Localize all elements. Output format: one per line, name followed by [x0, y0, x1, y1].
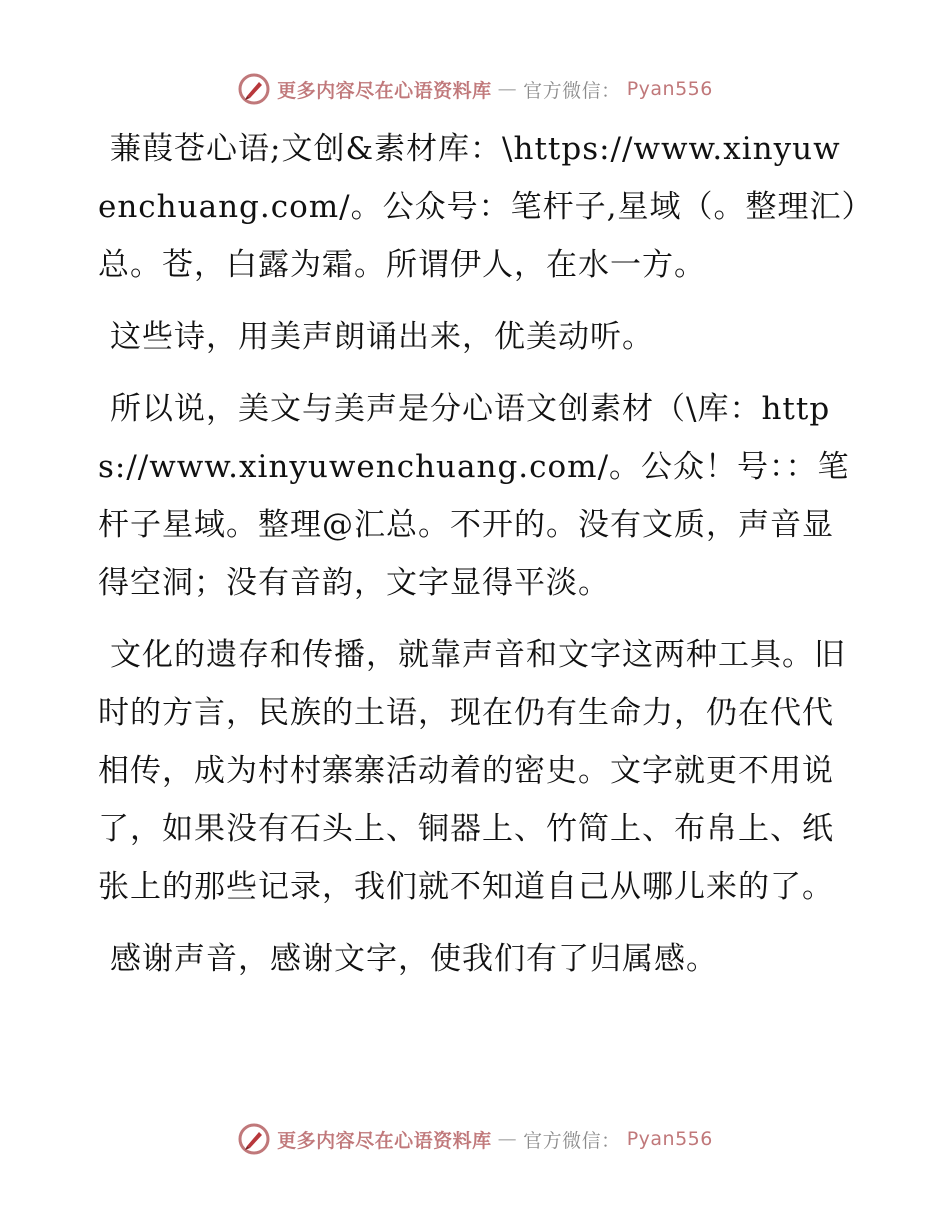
footer-watermark	[0, 1122, 950, 1156]
paragraph-3: 所以说，美文与美声是分心语文创素材（\库：https://www.xinyuwenchuang.com/。公众！号：：笔杆子星域。整理@汇总。不开的。没有文质，声音显得空洞；没有音韵，文字显得平淡。	[98, 391, 850, 601]
watermark-text: 更多内容尽在心语资料库	[277, 1129, 492, 1152]
watermark-label: 官方微信：	[523, 79, 621, 102]
paragraph-1: 蒹葭苍心语;文创&素材库：\https://www.xinyuwenchuang.com/。公众号：笔杆子,星域（。整理汇）总。苍，白露为霜。所谓伊人，在水一方。	[98, 131, 858, 283]
pen-logo-icon	[237, 72, 271, 106]
paragraph-5: 感谢声音，感谢文字，使我们有了归属感。	[110, 941, 718, 977]
watermark-wechat-id: Pyan556	[626, 78, 713, 100]
paragraph-4: 文化的遗存和传播，就靠声音和文字这两种工具。旧时的方言，民族的土语，现在仍有生命力，仍在代代相传，成为村村寨寨活动着的密史。文字就更不用说了，如果没有石头上、铜器上、竹简上、布帛上、纸张上的那些记录，我们就不知道自己从哪儿来的了。	[98, 637, 846, 905]
document-body	[98, 120, 858, 1002]
watermark-label: 官方微信：	[523, 1129, 621, 1152]
paragraph-2: 这些诗，用美声朗诵出来，优美动听。	[110, 319, 654, 355]
header-watermark	[0, 72, 950, 106]
watermark-separator: —	[497, 1128, 518, 1150]
watermark-separator: —	[497, 78, 518, 100]
watermark-wechat-id: Pyan556	[626, 1128, 713, 1150]
watermark-text: 更多内容尽在心语资料库	[277, 79, 492, 102]
pen-logo-icon	[237, 1122, 271, 1156]
